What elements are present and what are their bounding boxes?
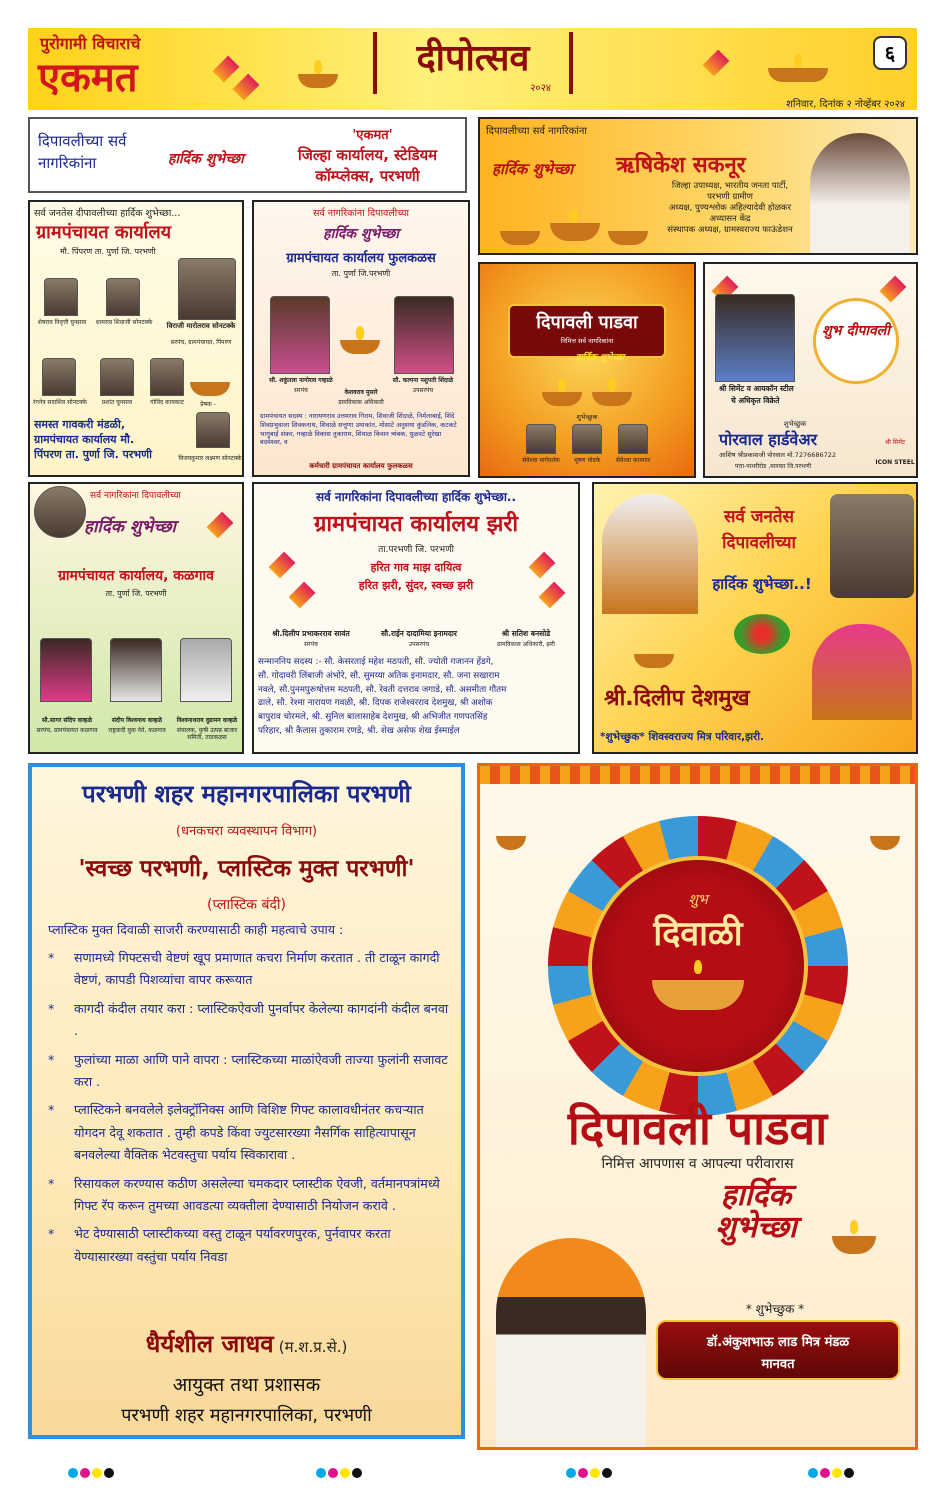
- member-photo: [110, 638, 162, 702]
- leader-portrait: [812, 624, 912, 720]
- ad6-name: पोरवाल हार्डवेअर: [719, 430, 818, 449]
- ad10-point: [48, 1173, 452, 1218]
- ad8-member-line: सौ. गोदावरी लिंबाजी अंभोरे, सौ. सुमय्या अतिक इनामदार, सौ. जना सखाराम: [258, 670, 500, 681]
- ad5-greeting: हार्दिक शुभेच्छा: [575, 353, 625, 363]
- lantern-icon: [703, 50, 730, 77]
- ad7-greeting: हार्दिक शुभेच्छा: [84, 517, 176, 537]
- member-name: शामराव शिवाजी सोनटक्के: [95, 319, 153, 326]
- deputy-sarpanch-photo: [394, 296, 454, 374]
- festival-title: दीपोत्सव: [416, 37, 530, 79]
- phulkalas-grampanchayat-ad: [252, 200, 470, 477]
- member-photo: [106, 278, 140, 316]
- parbhani-corporation-ad: [28, 763, 465, 1439]
- diya-icon: [340, 340, 380, 354]
- black-mark: [104, 1468, 114, 1478]
- sender-name: सेवेश्चा मार्गदर्शक: [522, 457, 560, 464]
- bullet-icon: *: [48, 950, 55, 965]
- ad9-line3: हार्दिक शुभेच्छा..!: [712, 575, 812, 593]
- print-registration-marks: [808, 1463, 856, 1475]
- ad3-footer-line: पिंपरण ता. पुर्णा जि. परभणी: [34, 447, 152, 461]
- ad7-top: सर्व नागरिकांना दिपावलीच्या: [90, 491, 181, 501]
- member-photo: [100, 358, 134, 396]
- black-mark: [352, 1468, 362, 1478]
- ad2-line: संस्थापक अध्यक्ष, ग्रामस्वराज्य फाऊंडेशन: [667, 225, 793, 236]
- ad8-motto1: हरित गाव माझ दायित्व: [370, 561, 462, 574]
- member-photo: [42, 358, 76, 396]
- officer-role: ग्रामविकास अधिकारी, झरी: [497, 641, 555, 648]
- magenta-mark: [578, 1468, 588, 1478]
- diya-icon: [496, 836, 526, 850]
- ad8-member-line: सन्माननिय सदस्य :- सौ. केसरताई महेश मठपती, सौ. ज्योती गजानन हेंडगे,: [258, 657, 494, 667]
- member-photo: [150, 358, 184, 396]
- ad2-line: जिल्हा उपाध्यक्ष, भारतीय जनता पार्टी,: [671, 181, 789, 191]
- diya-icon: [190, 382, 230, 396]
- ad10-point-text: सणामध्ये गिफ्टसची वेष्टणं खूप प्रमाणात कचरा निर्माण करतात . ती टाळून कागदी वेष्टणं, कापडी पिशव्यांचा वापर करूयात: [74, 950, 440, 988]
- member-photo: [180, 638, 232, 702]
- member-name: गोविंद कायकाट: [150, 399, 184, 406]
- lantern-icon: [207, 512, 234, 539]
- member-photo: [44, 278, 78, 316]
- black-mark: [602, 1468, 612, 1478]
- ad11-title: दिपावली पाडवा: [567, 1101, 828, 1155]
- ad4-top: सर्व नागरिकांना दिपावलीच्या: [313, 208, 409, 219]
- diya-icon: [870, 836, 900, 850]
- ad10-point: [48, 947, 452, 992]
- dilip-deshmukh-ad: [592, 482, 918, 754]
- member-photo: [40, 638, 92, 702]
- ad1-address-line1: जिल्हा कार्यालय, स्टेडियम: [297, 146, 438, 164]
- print-registration-marks: [68, 1463, 116, 1475]
- ad10-point-text: रिसायकल करण्यास कठीण असलेल्या चमकदार प्लास्टीक ऐवजी, वर्तमानपत्रांमध्ये गिफ्ट रॅप करून तुमच्या आवडत्या व्यक्तीला देण्यासाठी नियोजन करावे .: [74, 1175, 440, 1214]
- member-name: सौ.सागर संदिप वाव्हळे: [41, 717, 93, 724]
- ad10-ban: (प्लास्टिक बंदी): [207, 897, 286, 913]
- magenta-mark: [328, 1468, 338, 1478]
- portrait-photo: [810, 133, 910, 253]
- ad10-point: [48, 1223, 452, 1268]
- member-role: राष्ट्रवादी युवा नेते, कळगाव: [108, 727, 166, 734]
- ad10-org: परभणी शहर महानगरपालिका, परभणी: [121, 1405, 372, 1426]
- ad4-greeting: हार्दिक शुभेच्छा: [323, 226, 399, 242]
- ad8-member-line: नवले, सौ.पुनमपुरूषोत्तम मठपती, सौ. रेवती दत्तराव जगाडे, सौ. असमीता गौतम: [258, 684, 507, 695]
- yellow-mark: [590, 1468, 600, 1478]
- ad11-sender-label: * शुभेच्छुक *: [745, 1302, 805, 1316]
- shivaji-portrait: [602, 494, 698, 614]
- ad4-sub: ता. पुर्णा जि.परभणी: [331, 269, 391, 278]
- diya-icon: [542, 392, 582, 406]
- ad7-sub: ता. पुर्णा जि. परभणी: [105, 589, 167, 598]
- ad2-line: अध्यासन केंद्र: [709, 214, 751, 225]
- print-registration-marks: [316, 1463, 364, 1475]
- diya-icon: [832, 1236, 876, 1254]
- ad6-tag2: चे अधिकृत विक्रेते: [731, 396, 780, 405]
- ad8-member-line: ढाले, सौ. रेश्मा नारायण गवळी, श्री. दिपक राजेश्वरराव देशमुख, श्री अशोक: [258, 698, 493, 709]
- ad1-address-line2: कॉम्प्लेक्स, परभणी: [315, 167, 420, 185]
- brand-logo: एकमत: [38, 54, 138, 101]
- rangoli-center: [588, 856, 808, 1076]
- ad8-sub: ता.परभणी जि. परभणी: [378, 545, 454, 555]
- sender-photo: [618, 424, 648, 454]
- ad6-phone: मो.7276686722: [787, 451, 837, 459]
- ankushbhau-lad-ad: [477, 763, 918, 1450]
- magenta-mark: [820, 1468, 830, 1478]
- officer-name: श्री सतिश बनसोडे: [501, 629, 551, 638]
- lantern-icon: [213, 56, 240, 83]
- member-name: विश्वनाथराव वुडामन वाव्हळे: [176, 717, 238, 724]
- ad6-owner: [719, 450, 836, 459]
- sender-name: विजयकुमार लक्ष्मण सोनटक्के: [178, 455, 242, 462]
- ad4-footer: कर्मचारी ग्रामपंचायत कार्यालय फुलकळस: [309, 462, 413, 470]
- cyan-mark: [566, 1468, 576, 1478]
- diya-icon: [652, 980, 744, 1010]
- ad11-diwali: दिवाळी: [653, 914, 743, 954]
- ad8-title: ग्रामपंचायत कार्यालय झरी: [313, 512, 519, 537]
- sarpanch-name: विराजी मारोतराव सोनटक्के: [166, 322, 236, 330]
- ad2-top: दिपावलीच्या सर्व नागरिकांना: [486, 126, 587, 137]
- ad10-signature: [32, 1327, 461, 1360]
- deputy-role: उपसरपंच: [412, 387, 434, 394]
- cyan-mark: [808, 1468, 818, 1478]
- rushikesh-sakanur-ad: [478, 117, 918, 255]
- member-name: शेषराव निवृत्ती घुनसाव: [37, 319, 87, 326]
- flame-icon: [356, 326, 364, 340]
- marigold-garland: [480, 766, 915, 784]
- sender-photo: [572, 424, 602, 454]
- ad4-members: ग्रामपंचायत सदस्य : नारायणराव उत्तमराव गिराम, शिवाजी शिंदाळे, निर्मलाबाई, शिंदे शिवप्रभुवाला शिवकनाथ, शिवाळे सत्तुणा उमाकांत, मोसाटे अनुसया कुंडलिक, कटकटे भागुबाई शंकर, गव्हाळे विकास तुकाराम, शिवाळ किसन त्र्यंबक, धुळवटे सुरेखा बदवेश्वर, व: [260, 412, 457, 447]
- brand-shree-cement: श्री सिमेंट: [885, 439, 905, 446]
- bullet-icon: *: [48, 1051, 55, 1067]
- ad3-footer-line: ग्रामपंचायत कार्यालय मौ.: [34, 432, 134, 446]
- bullet-icon: *: [48, 1102, 55, 1118]
- ad9-line2: दिपावलीच्या: [722, 533, 796, 553]
- ad7-title: ग्रामपंचायत कार्यालय, कळगाव: [58, 568, 214, 584]
- diya-icon: [592, 392, 632, 406]
- cyan-mark: [316, 1468, 326, 1478]
- ad10-dept: (धनकचरा व्यवस्थापन विभाग): [175, 824, 318, 839]
- cyan-mark: [68, 1468, 78, 1478]
- ad11-place: मानवत: [761, 1357, 795, 1372]
- ad11-sub: निमित्त आपणास व आपल्या परीवारास: [601, 1156, 794, 1172]
- member-role: संचालक, कृषी उत्पन्न बाजार समिती, ताडकळस: [176, 727, 238, 741]
- ad2-details: [640, 181, 820, 236]
- sarpanch-name: सौ. शकुंतला नागोराव गव्हाळे: [269, 377, 333, 384]
- member-name: रंगनेत्र सदाशिव सोनटक्के: [33, 399, 87, 406]
- yellow-mark: [340, 1468, 350, 1478]
- member-name: संदीप विश्वनाथ वाव्हळे: [111, 717, 163, 724]
- owner-photo: [715, 294, 795, 382]
- ad9-footer: *शुभेच्छुक* शिवस्वराज्य मित्र परिवार,झरी.: [600, 731, 765, 743]
- officer-role: ग्रामविकास अधिकारी: [338, 399, 384, 406]
- sarpanch-role: सरपंच, ग्रामपंचायत, पिंपरण: [170, 339, 232, 346]
- ad3-sub: मौ. पिंपरण ता. पुर्णा जि. परभणी: [60, 247, 156, 256]
- diya-icon: [768, 68, 828, 82]
- ad10-slogan: 'स्वच्छ परभणी, प्लास्टिक मुक्त परभणी': [78, 856, 415, 882]
- bullet-icon: *: [48, 1226, 55, 1242]
- ad11-sender-box: [656, 1320, 900, 1380]
- diwali-padwa-small-ad: [478, 262, 696, 478]
- yellow-mark: [92, 1468, 102, 1478]
- sarpanch-photo: [270, 296, 330, 374]
- sarpanch-role: सरपंच: [294, 387, 308, 394]
- ad6-greeting-circle: [813, 298, 899, 384]
- ad5-sub: निमित्त सर्व नागरिकांना: [560, 337, 614, 345]
- sender-name: भूषण घोडके: [573, 457, 601, 464]
- ad10-point-text: प्लास्टिकने बनवलेले इलेक्ट्रॉनिक्स आणि विशिष्ट गिफ्ट कालावधीनंतर कचऱ्यात योगदन देवू शकतात . तुम्ही कपडे किंवा ज्युटसारख्या नैसर्गिक साहित्यापासून बनवलेल्या वैक्तिक भेटवस्तुचा पर्याय स्विकारावा .: [74, 1102, 424, 1163]
- leader-portrait: [496, 1238, 646, 1448]
- ad10-point-text: फुलांच्या माळा आणि पाने वापरा : प्लास्टिकच्या माळांऐवजी ताज्या फुलांनी सजावट करा .: [74, 1051, 448, 1090]
- ad10-point: [48, 998, 452, 1043]
- festival-title-box: [373, 32, 573, 94]
- lantern-icon: [233, 74, 260, 101]
- flame-icon: [608, 378, 616, 392]
- page-number-box: [873, 36, 907, 70]
- issue-date: शनिवार, दिनांक २ नोव्हेंबर २०२४: [786, 99, 905, 110]
- sarpanch-role: सरपंच: [304, 641, 318, 648]
- ad11-org: डॉ.अंकुशभाऊ लाड मित्र मंडळ: [706, 1335, 850, 1350]
- deputy-role: उपसरपंच: [408, 641, 430, 648]
- lantern-icon: [880, 276, 907, 303]
- ad3-title: ग्रामपंचायत कार्यालय: [36, 222, 172, 243]
- ad1-left-text: दिपावलीच्या सर्व नागरिकांना: [38, 132, 127, 172]
- print-registration-marks: [566, 1463, 614, 1475]
- ad11-shubh: शुभ: [688, 892, 708, 908]
- sarpanch-photo: [178, 258, 236, 320]
- sender-photo: [526, 424, 556, 454]
- ad8-top: सर्व नागरिकांना दिपावलीच्या हार्दिक शुभेच्छा..: [315, 490, 517, 504]
- diya-icon: [634, 654, 674, 668]
- ad1-greeting: हार्दिक शुभेच्छा: [168, 151, 244, 167]
- flame-icon: [794, 54, 802, 68]
- porwal-hardware-ad: [703, 262, 918, 478]
- ad6-tag1: श्री सिमेंट व आयकॉन स्टील: [719, 384, 794, 393]
- officer-name: केशवराव मुसारे: [344, 389, 378, 396]
- sarpanch-name: श्री.दिलीप प्रभाकरराव सावंत: [272, 629, 350, 638]
- black-mark: [844, 1468, 854, 1478]
- flame-icon: [850, 1220, 858, 1234]
- ad10-point: [48, 1099, 452, 1166]
- diya-icon: [500, 231, 540, 245]
- masthead: [28, 28, 917, 110]
- ad3-sender-label: प्रेषक -: [200, 401, 216, 408]
- deputy-name: सौ.राईन दादामिया इनामदार: [381, 629, 457, 638]
- member-role: सरपंच, ग्रामपंचायत कळगाव: [36, 727, 98, 734]
- flame-icon: [570, 209, 578, 223]
- yellow-mark: [832, 1468, 842, 1478]
- ad5-title: दिपावली पाडवा: [536, 312, 638, 333]
- bullet-icon: *: [48, 1175, 55, 1191]
- member-name: प्रशांत घुनसाव: [101, 399, 133, 406]
- masthead-tagline: पुरोगामी विचाराचे: [40, 34, 141, 53]
- brand-icon-steel: ICON STEEL: [875, 459, 915, 466]
- ad10-point-text: भेट देण्यासाठी प्लास्टीकच्या वस्तु टाळून पर्यावरणपुरक, पुर्नवापर करता येण्यासारख्या वस्तुंचा पर्याय निवडा: [74, 1226, 391, 1264]
- flower-bouquet-icon: [734, 614, 790, 654]
- ad8-motto2: हरित झरी, सुंदर, स्वच्छ झरी: [358, 579, 474, 592]
- ad10-role: आयुक्त तथा प्रशासक: [172, 1374, 321, 1396]
- ad3-footer-line: समस्त गावकरी मंडळी,: [34, 418, 126, 431]
- zari-grampanchayat-ad: [252, 482, 580, 754]
- ad10-degree: (म.श.प्र.से.): [278, 1338, 348, 1356]
- sender-name: सेवेश्चा कामगार: [615, 457, 651, 464]
- kalgaon-grampanchayat-ad: [28, 482, 244, 754]
- ad5-sender-label: शुभेच्छुक: [576, 413, 598, 421]
- ad9-name: श्री.दिलीप देशमुख: [604, 686, 750, 711]
- ad10-point: [48, 1049, 452, 1094]
- bullet-icon: *: [48, 1000, 55, 1016]
- pimparan-grampanchayat-ad: [28, 200, 244, 477]
- ekmat-greeting-ad: [28, 117, 467, 193]
- ad8-member-line: बापुराव चोरमले, श्री. सुनिल बालासाहेब देशमुख, श्री अभिजीत गणपतसिंह: [258, 712, 488, 722]
- ad2-greeting: हार्दिक शुभेच्छा: [492, 160, 574, 178]
- ad3-footer: [34, 418, 174, 463]
- ad6-owner-name: आशिष श्रीप्रकाशजी पोरवाल: [719, 451, 785, 459]
- diya-icon: [298, 74, 338, 88]
- ad2-name: ऋषिकेश सकनूर: [616, 153, 746, 178]
- ad10-title: परभणी शहर महानगरपालिका परभणी: [82, 780, 411, 808]
- ad10-points: [48, 947, 452, 1268]
- magenta-mark: [80, 1468, 90, 1478]
- flame-icon: [314, 60, 322, 74]
- ad8-members: [258, 656, 578, 739]
- ad10-intro: प्लास्टिक मुक्त दिवाळी साजरी करण्यासाठी काही महत्वाचे उपाय :: [48, 922, 344, 937]
- flame-icon: [694, 960, 702, 974]
- deputy-name: सौ. कल्पना पशुपती शिंदाळे: [392, 377, 454, 384]
- page-number: ६: [884, 41, 896, 65]
- ad10-point-text: कागदी कंदील तयार करा : प्लास्टिकऐवजी पुनर्वापर केलेल्या कागदांनी कंदील बनवा .: [74, 1000, 449, 1039]
- ad6-address: पत्ता-पाथरीरोड ,मानवत जि.परभणी: [735, 463, 812, 470]
- ad1-org: 'एकमत': [352, 128, 393, 143]
- ad6-greeting: शुभ दीपावली: [822, 323, 890, 339]
- ad4-title: ग्रामपंचायत कार्यालय फुलकळस: [286, 251, 436, 266]
- ad6-sender-label: शुभेच्छुक: [783, 420, 807, 428]
- ad2-line: अध्यक्ष, पुण्यश्लोक अहिल्यादेवी होळकर: [668, 203, 792, 214]
- leader-photo: [34, 486, 86, 538]
- sender-photo: [196, 412, 230, 448]
- ad10-name: धैर्यशील जाधव: [145, 1330, 274, 1358]
- flame-icon: [558, 378, 566, 392]
- diya-icon: [550, 223, 600, 241]
- festival-year: २०२४: [530, 83, 551, 94]
- ad3-top: सर्व जनतेस दीपावलीच्या हार्दिक शुभेच्छा...: [34, 208, 181, 219]
- ad8-member-line: परिहार, श्री कैलास तुकाराम रणडे, श्री. शेख असेफ शेख ईस्माईल: [258, 725, 460, 736]
- ad2-line: परभणी ग्रामीण: [707, 192, 753, 203]
- ad11-greeting: हार्दिक शुभेच्छा: [715, 1178, 797, 1245]
- ad9-line1: सर्व जनतेस: [723, 507, 795, 527]
